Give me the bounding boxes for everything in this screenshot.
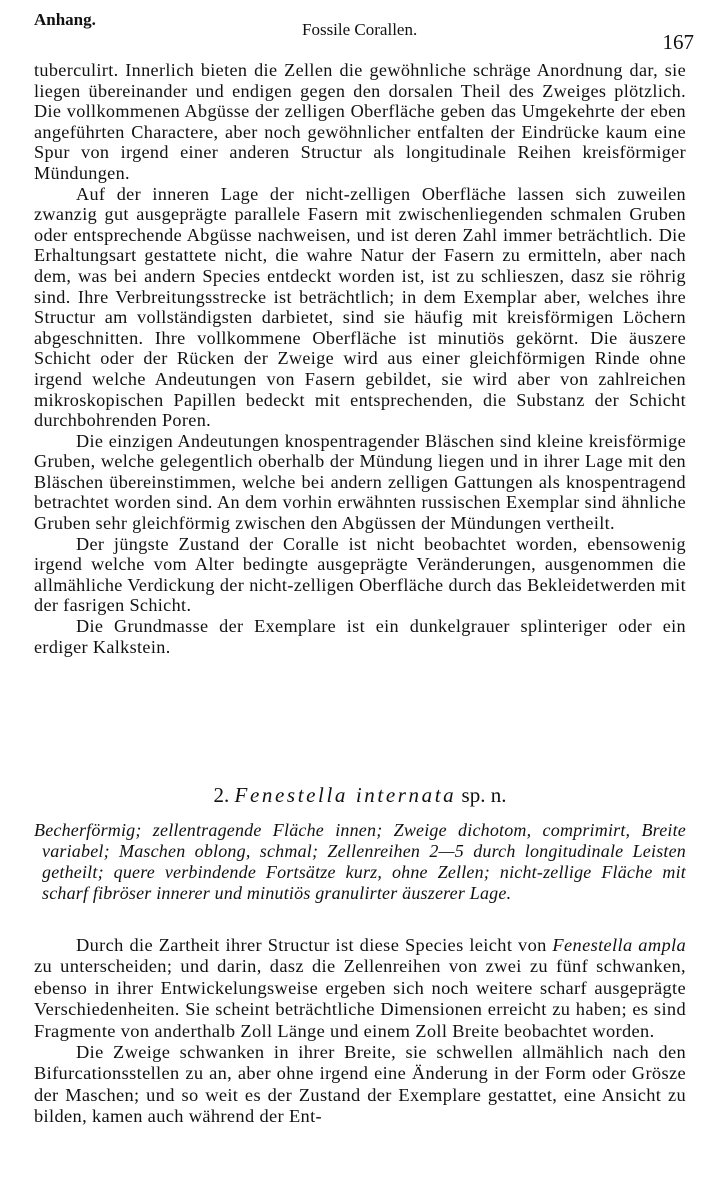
paragraph-distinction-text-1: Durch die Zartheit ihrer Structur ist diese Species leicht von [76, 935, 553, 955]
body-text-top [34, 60, 686, 657]
header-title: Fossile Corallen. [302, 20, 418, 39]
species-suffix: sp. n. [461, 783, 507, 807]
header-section-label: Anhang. [34, 10, 96, 29]
paragraph-distinction [34, 935, 686, 1042]
paragraph-vesicles: Die einzigen Andeutungen knospentragender Bläschen sind kleine kreisförmige Gruben, welche gelegentlich oberhalb der Mündung liegen und in ihrer Lage mit den Bläschen übereinstimmen, welche bei andern zelligen Gattungen als knospentragend betrachtet worden sind. An dem vorhin erwähnten russischen Exemplar sind ähnliche Gruben sehr gleichförmig zwischen den Abgüssen der Mündungen vertheilt. [34, 430, 686, 534]
paragraph-branches: Die Zweige schwanken in ihrer Breite, sie schwellen allmählich nach den Bifurcationsstellen zu an, aber ohne irgend eine Änderung in der Form oder Grösze der Maschen; und so weit es der Zustand der Exemplare gestattet, eine Ansicht zu bilden, kamen auch während der Ent- [34, 1042, 686, 1127]
page-number: 167 [662, 30, 694, 54]
genus-reference: Fenestella ampla [552, 935, 686, 955]
section-number: 2. [213, 783, 230, 807]
running-header [34, 8, 694, 54]
paragraph-distinction-text-2: zu unterscheiden; und darin, dasz die Zellenreihen von zwei zu fünf schwanken, ebenso in ihrer Entwickelungsweise ergeben sich noch weitere scharf ausgeprägte Verschiedenheiten. Sie scheint beträchtliche Dimensionen erreicht zu haben; es sind Fragmente von anderthalb Zoll Länge und einem Zoll Breite beobachtet worden. [34, 956, 686, 1041]
species-name: Fenestella internata [234, 783, 457, 807]
paragraph-matrix: Die Grundmasse der Exemplare ist ein dunkelgrauer splinteriger oder ein erdiger Kalkstein. [34, 616, 686, 657]
paragraph-young-state: Der jüngste Zustand der Coralle ist nicht beobachtet worden, ebensowenig irgend welche vom Alter bedingte ausgeprägte Veränderungen, ausgenommen die allmähliche Verdickung der nicht-zelligen Oberfläche durch das Bekleidetwerden mit der fasrigen Schicht. [34, 533, 686, 616]
paragraph-inner-layer: Auf der inneren Lage der nicht-zelligen Oberfläche lassen sich zuweilen zwanzig gut ausgeprägte parallele Fasern mit zwischenliegenden schmalen Gruben oder entsprechende Abgüsse nachweisen, und ist deren Zahl immer beträchtlich. Die Erhaltungsart gestattete nicht, die wahre Natur der Fasern zu ermitteln, aber nach dem, was bei andern Species entdeckt worden ist, ist zu schlieszen, dasz sie röhrig sind. Ihre Verbreitungsstrecke ist beträchtlich; in dem Exemplar aber, welches ihre Structur am vollständigsten darbietet, sind sie häufig mit kreisförmigen Löchern abgeschnitten. Ihre vollkommene Oberfläche ist minutiös gekörnt. Die äuszere Schicht oder der Rücken der Zweige wird aus einer gleichförmigen Rinde ohne irgend welche Andeutungen von Fasern gebildet, sie wird aber von zahlreichen mikroskopischen Papillen bedeckt mit entsprechenden, die Substanz der Schicht durchbohrenden Poren. [34, 183, 686, 431]
body-text-bottom [34, 935, 686, 1128]
paragraph-continuation: tuberculirt. Innerlich bieten die Zellen die gewöhnliche schräge Anordnung dar, sie liegen übereinander und endigen gegen den dorsalen Theil des Zweiges plötzlich. Die vollkommenen Abgüsse der zelligen Oberfläche geben das Umgekehrte der eben angeführten Charactere, aber noch gewöhnlicher entfalten der Eindrücke kaum eine Spur von irgend einer anderen Structur als longitudinale Reihen kreisförmiger Mündungen. [34, 60, 686, 183]
section-heading [34, 783, 686, 808]
species-diagnosis: Becherförmig; zellentragende Fläche innen; Zweige dichotom, comprimirt, Breite variabel; Maschen oblong, schmal; Zellenreihen 2—5 durch longitudinale Leisten getheilt; quere verbindende Fortsätze kurz, ohne Zellen; nicht-zellige Fläche mit scharf fibröser innerer und minutiös granulirter äuszerer Lage. [34, 820, 686, 903]
